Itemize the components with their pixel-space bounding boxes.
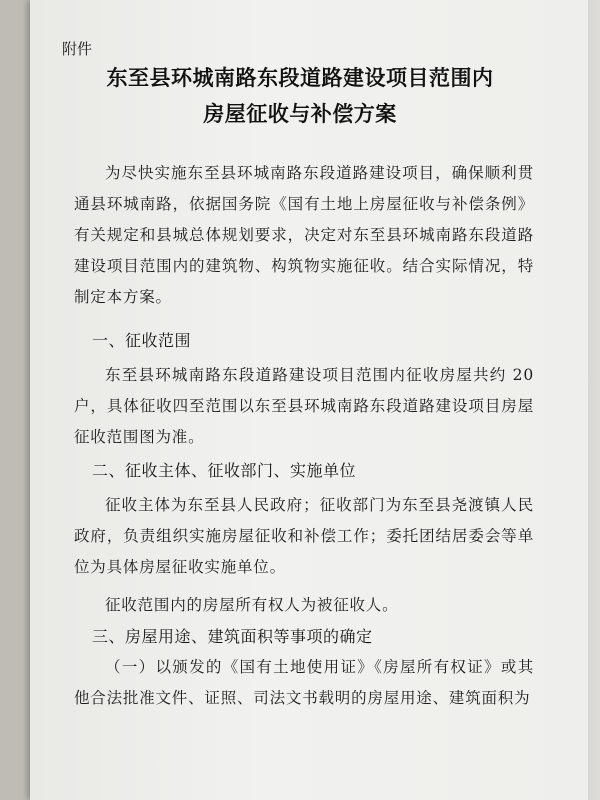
section2-body: 征收主体为东至县人民政府；征收部门为东至县尧渡镇人民政府，负责组织实施房屋征收和补偿工作；委托团结居委会等单位为具体房屋征收实施单位。 [74,496,534,576]
section1-heading: 一、征收范围 [92,331,192,350]
document-title-line2: 房屋征收与补偿方案 [203,102,397,126]
document-title-line1: 东至县环城南路东段道路建设项目范围内 [106,66,494,90]
section1-body: 东至县环城南路东段道路建设项目范围内征收房屋共约 20户，具体征收四至范围以东至县环城南路东段道路建设项目房屋征收范围图为准。 [74,366,534,446]
section3-item1: （一）以颁发的《国有土地使用证》《房屋所有权证》或其他合法批准文件、证照、司法文书载明的房屋用途、建筑面积为 [74,658,534,707]
section3-heading: 三、房屋用途、建筑面积等事项的确定 [92,627,373,646]
section2-body2: 征收范围内的房屋所有权人为被征收人。 [105,596,399,614]
section2-heading: 二、征收主体、征收部门、实施单位 [92,461,357,480]
attachment-label: 附件 [62,40,93,58]
intro-paragraph: 为尽快实施东至县环城南路东段道路建设项目，确保顺利贯通县环城南路，依据国务院《国有土地上房屋征收与补偿条例》有关规定和县城总体规划要求，决定对东至县环城南路东段道路建设项目范围内的建筑物、构筑物实施征收。结合实际情况，特制定本方案。 [74,164,534,306]
